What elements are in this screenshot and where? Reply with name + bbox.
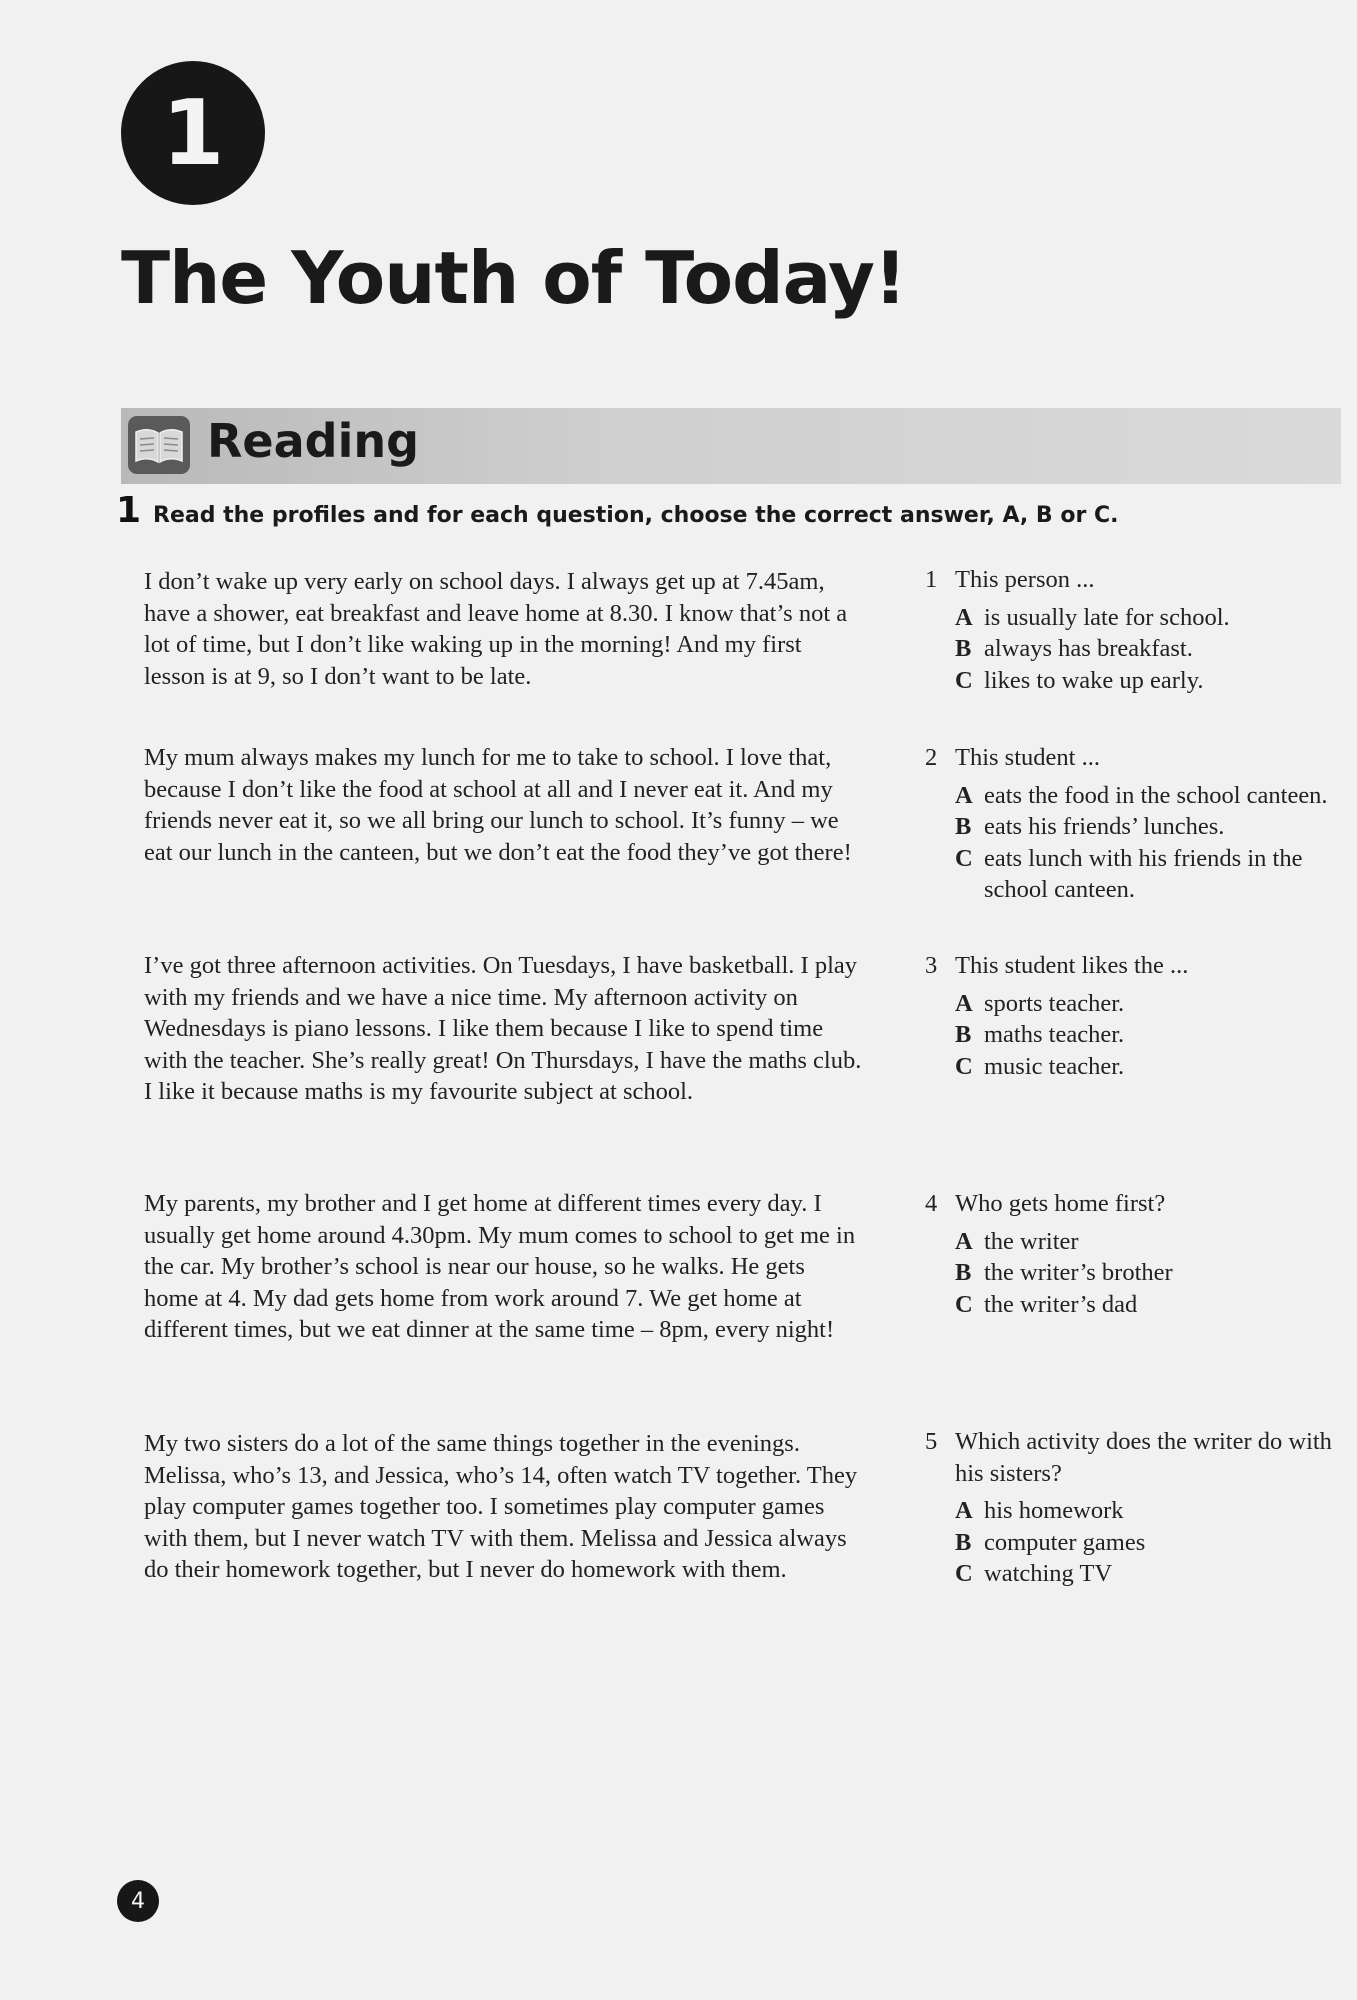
answer-option-a[interactable] [955, 1226, 1350, 1258]
answer-option-c[interactable] [955, 1289, 1350, 1321]
option-text: the writer [984, 1227, 1079, 1255]
page-number: 4 [117, 1880, 159, 1922]
answer-option-a[interactable] [955, 988, 1350, 1020]
option-letter: B [955, 1528, 972, 1556]
question-5 [925, 1426, 1350, 1590]
option-text: eats his friends’ lunches. [984, 813, 1225, 841]
option-letter: B [955, 1259, 972, 1287]
question-number: 4 [925, 1190, 938, 1217]
question-number: 5 [925, 1428, 938, 1455]
option-text: computer games [984, 1528, 1146, 1556]
question-4 [925, 1188, 1350, 1320]
option-text: watching TV [984, 1560, 1113, 1588]
option-text: the writer’s dad [984, 1290, 1138, 1318]
profile-4 [144, 1188, 864, 1346]
unit-number-badge: 1 [121, 61, 265, 205]
profile-5 [144, 1428, 864, 1586]
unit-title: The Youth of Today! [121, 236, 906, 320]
option-letter: B [955, 813, 972, 841]
option-text: maths teacher. [984, 1021, 1125, 1049]
question-number: 3 [925, 952, 938, 979]
option-text: eats lunch with his friends in the school canteen. [984, 844, 1303, 904]
option-text: always has breakfast. [984, 635, 1193, 663]
option-letter: B [955, 1021, 972, 1049]
answer-option-b[interactable] [955, 1019, 1350, 1051]
profile-text: My mum always makes my lunch for me to take to school. I love that, because I don’t like the food at school at all and I never eat it. And my friends never eat it, so we all bring our lunch to school. It’s funny – we eat our lunch in the canteen, but we don’t eat the food they’ve got there! [144, 744, 852, 866]
answer-option-b[interactable] [955, 633, 1350, 665]
option-text: his homework [984, 1497, 1124, 1525]
option-letter: A [955, 989, 973, 1017]
answer-option-b[interactable] [955, 1527, 1350, 1559]
answer-option-c[interactable] [955, 843, 1350, 906]
option-text: is usually late for school. [984, 603, 1230, 631]
profile-3 [144, 950, 864, 1108]
profile-2 [144, 742, 864, 868]
option-letter: C [955, 1052, 973, 1080]
question-stem: Which activity does the writer do with his sisters? [955, 1428, 1332, 1487]
answer-option-a[interactable] [955, 1495, 1350, 1527]
open-book-icon [126, 414, 192, 476]
question-stem: This student ... [955, 744, 1100, 771]
answer-option-c[interactable] [955, 1051, 1350, 1083]
answer-option-c[interactable] [955, 1558, 1350, 1590]
answer-option-c[interactable] [955, 665, 1350, 697]
answer-option-b[interactable] [955, 811, 1350, 843]
profile-text: I don’t wake up very early on school days. I always get up at 7.45am, have a shower, eat breakfast and leave home at 8.30. I know that’s not a lot of time, but I don’t like waking up in the morning! And my first lesson is at 9, so I don’t want to be late. [144, 568, 848, 690]
profile-text: I’ve got three afternoon activities. On Tuesdays, I have basketball. I play with my friends and we have a nice time. My afternoon activity on Wednesdays is piano lessons. I like them because I like to spend time with the teacher. She’s really great! On Thursdays, I have the maths club. I like it because maths is my favourite subject at school. [144, 952, 862, 1106]
question-stem: Who gets home first? [955, 1190, 1166, 1217]
option-letter: A [955, 1497, 973, 1525]
option-text: sports teacher. [984, 989, 1125, 1017]
answer-option-a[interactable] [955, 780, 1350, 812]
question-stem: This person ... [955, 566, 1095, 593]
exercise-number: 1 [116, 490, 142, 531]
exercise-instruction: Read the profiles and for each question, choose the correct answer, A, B or C. [153, 503, 1119, 528]
option-letter: A [955, 603, 973, 631]
option-text: music teacher. [984, 1052, 1125, 1080]
profile-text: My two sisters do a lot of the same things together in the evenings. Melissa, who’s 13, and Jessica, who’s 14, often watch TV together. They play computer games together too. I sometimes play computer games with them, but I never watch TV with them. Melissa and Jessica always do their homework together, but I never do homework with them. [144, 1430, 858, 1584]
question-stem: This student likes the ... [955, 952, 1189, 979]
section-title: Reading [207, 414, 420, 468]
option-letter: C [955, 844, 973, 872]
option-letter: A [955, 1227, 973, 1255]
profile-1 [144, 566, 864, 692]
question-number: 2 [925, 744, 938, 771]
answer-option-b[interactable] [955, 1257, 1350, 1289]
question-2 [925, 742, 1350, 906]
option-text: eats the food in the school canteen. [984, 781, 1328, 809]
option-text: likes to wake up early. [984, 666, 1204, 694]
option-letter: A [955, 781, 973, 809]
option-letter: C [955, 666, 973, 694]
question-3 [925, 950, 1350, 1082]
option-letter: B [955, 635, 972, 663]
answer-option-a[interactable] [955, 602, 1350, 634]
option-text: the writer’s brother [984, 1259, 1173, 1287]
option-letter: C [955, 1560, 973, 1588]
option-letter: C [955, 1290, 973, 1318]
question-1 [925, 564, 1350, 696]
question-number: 1 [925, 566, 938, 593]
profile-text: My parents, my brother and I get home at different times every day. I usually get home around 4.30pm. My mum comes to school to get me in the car. My brother’s school is near our house, so he walks. He gets home at 4. My dad gets home from work around 7. We get home at different times, but we eat dinner at the same time – 8pm, every night! [144, 1190, 856, 1344]
